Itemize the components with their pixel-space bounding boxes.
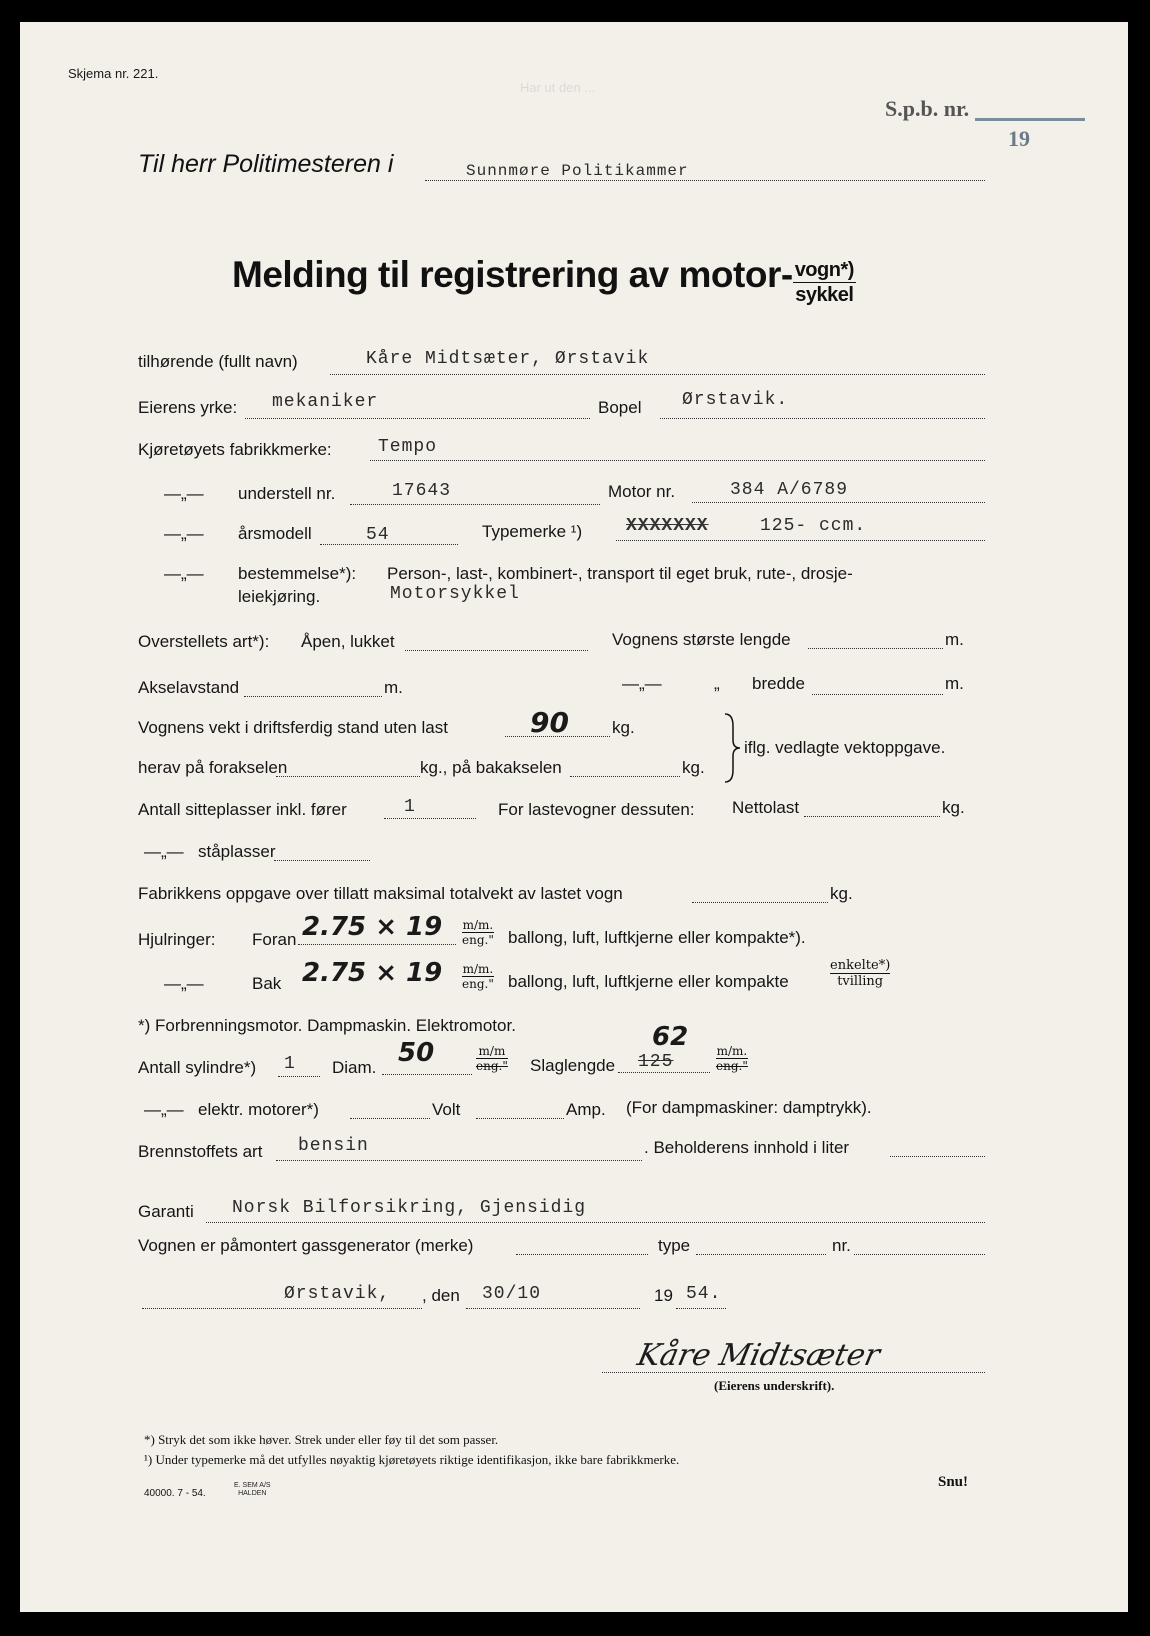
occupation-value: mekaniker (272, 392, 379, 412)
wheels-rear-value: 2.75 × 19 (302, 958, 443, 988)
type-line (616, 540, 985, 541)
date-den: , den (422, 1286, 460, 1305)
length-label: Vognens største lengde (612, 630, 791, 649)
model-year-ditto: —„— (164, 524, 204, 543)
form-page (20, 22, 1128, 1612)
axle-ditto2: „ (714, 674, 720, 693)
bopel-value: Ørstavik. (682, 390, 789, 410)
fuel-label: Brennstoffets art (138, 1142, 263, 1161)
motor-line (692, 502, 985, 503)
tank-label: . Beholderens innhold i liter (644, 1138, 850, 1157)
gas-line (516, 1254, 648, 1255)
rear-axle-line (570, 776, 680, 777)
axle-unit: m. (384, 678, 403, 697)
title-frac-bottom: sykkel (795, 284, 854, 306)
wheels-rear-types: ballong, luft, luftkjerne eller kompakte (508, 972, 789, 991)
engine-types: *) Forbrenningsmotor. Dampmaskin. Elektromotor. (138, 1016, 516, 1035)
owner-value: Kåre Midtsæter, Ørstavik (366, 349, 650, 369)
volt-label: Volt (432, 1100, 461, 1119)
stroke-label: Slaglengde (530, 1056, 616, 1075)
guarantee-line (206, 1222, 985, 1223)
printer-name: E. SEM A/S HALDEN (234, 1482, 271, 1497)
bleed-through-text: Har ut den ... (520, 80, 596, 95)
weight-label: Vognens vekt i driftsferdig stand uten last (138, 718, 448, 737)
net-load-label: Nettolast (732, 798, 800, 817)
electric-label: elektr. motorer*) (198, 1100, 319, 1119)
signature-caption: (Eierens underskrift). (714, 1378, 835, 1393)
gas-type-label: type (658, 1236, 691, 1255)
type-struck: XXXXXXX (626, 516, 709, 536)
footnote-2: ¹) Under typemerke må det utfylles nøyaktig kjøretøyets riktige identifikasjon, ikke bare fabrikkmerke. (144, 1452, 680, 1467)
cylinders-value: 1 (284, 1054, 296, 1074)
addressee-label: Til herr Politimesteren i (138, 150, 394, 178)
stroke-struck: 125 (638, 1052, 674, 1072)
model-year-line (320, 544, 458, 545)
wheels-front-value: 2.75 × 19 (302, 912, 443, 942)
make-label: Kjøretøyets fabrikkmerke: (138, 440, 332, 459)
max-weight-line (692, 902, 828, 903)
stroke-line (618, 1072, 710, 1073)
stroke-unit: m/m. eng." (716, 1044, 748, 1073)
cylinders-line (278, 1076, 320, 1077)
gas-label: Vognen er påmontert gassgenerator (merke) (138, 1236, 474, 1255)
amp-label: Amp. (566, 1100, 606, 1119)
type-value: 125- ccm. (760, 516, 867, 536)
electric-line (350, 1118, 430, 1119)
electric-ditto: —„— (144, 1100, 184, 1119)
wheels-rear-label: Bak (252, 974, 282, 993)
seats-line (384, 818, 476, 819)
wheels-front-line (298, 944, 456, 945)
steam-label: (For dampmaskiner: damptrykk). (626, 1098, 872, 1117)
turn-over: Snu! (938, 1474, 969, 1490)
wheels-rear-single-twin: enkelte*) tvilling (830, 958, 891, 989)
wheels-rear-unit: m/m. eng." (462, 962, 494, 991)
fuel-value: bensin (298, 1136, 369, 1156)
signature-line (602, 1372, 985, 1373)
bopel-line (660, 418, 985, 419)
length-unit: m. (945, 630, 964, 649)
wheels-front-types: ballong, luft, luftkjerne eller kompakte*). (508, 928, 806, 947)
gas-nr-label: nr. (832, 1236, 851, 1255)
addressee-value: Sunnmøre Politikammer (466, 162, 689, 180)
standing-label: ståplasser (198, 842, 276, 861)
wheels-front-unit: m/m. eng." (462, 918, 494, 947)
weight-unit: kg. (612, 718, 635, 737)
occupation-label: Eierens yrke: (138, 398, 238, 417)
model-year-value: 54 (366, 525, 390, 545)
purpose-value: Motorsykkel (390, 584, 520, 604)
make-value: Tempo (378, 437, 438, 457)
rear-axle-label: kg., på bakakselen (420, 758, 562, 777)
width-label: bredde (752, 674, 805, 693)
weight-value: 90 (530, 706, 569, 739)
front-axle-line (276, 776, 420, 777)
chassis-label: understell nr. (238, 484, 336, 503)
date-place: Ørstavik, (284, 1284, 391, 1304)
date-value: 30/10 (482, 1284, 542, 1304)
axle-label: Akselavstand (138, 678, 240, 697)
wheels-rear-ditto: —„— (164, 974, 204, 993)
type-label: Typemerke ¹) (482, 522, 583, 541)
length-line (808, 648, 943, 649)
volt-line (476, 1118, 564, 1119)
model-year-label: årsmodell (238, 524, 312, 543)
stroke-value: 62 (652, 1022, 689, 1052)
tank-line (890, 1156, 985, 1157)
purpose-options-2: leiekjøring. (238, 587, 321, 606)
spb-label: S.p.b. nr. (885, 96, 970, 121)
bopel-label: Bopel (598, 398, 642, 417)
wheels-label: Hjulringer: (138, 930, 216, 949)
truck-label: For lastevogner dessuten: (498, 800, 695, 819)
diam-line (382, 1074, 472, 1075)
weight-note: iflg. vedlagte vektoppgave. (744, 738, 946, 757)
diam-value: 50 (398, 1038, 435, 1068)
year-value: 54. (686, 1284, 722, 1304)
make-line (370, 460, 985, 461)
date-line (466, 1308, 640, 1309)
year-prefix: 19 (654, 1286, 673, 1305)
body-line (405, 650, 588, 651)
net-load-unit: kg. (942, 798, 965, 817)
wheels-front-label: Foran (252, 930, 297, 949)
body-label: Overstellets art*): (138, 632, 270, 651)
owner-label: tilhørende (fullt navn) (138, 352, 298, 371)
title-main: Melding til registrering av motor- (232, 254, 793, 295)
chassis-line (350, 504, 600, 505)
guarantee-label: Garanti (138, 1202, 194, 1221)
owner-signature: Kåre Midtsæter (634, 1338, 883, 1373)
schema-number: Skjema nr. 221. (68, 66, 159, 81)
net-load-line (804, 816, 940, 817)
purpose-options: Person-, last-, kombinert-, transport til eget bruk, rute-, drosje- (387, 564, 853, 583)
max-weight-unit: kg. (830, 884, 853, 903)
year-line (676, 1308, 726, 1309)
title-frac-top: vogn*) (794, 259, 854, 281)
place-line (142, 1308, 422, 1309)
standing-line (274, 860, 370, 861)
body-options: Åpen, lukket (301, 632, 395, 651)
purpose-ditto: —„— (164, 564, 204, 583)
width-line (812, 694, 943, 695)
chassis-ditto: —„— (164, 484, 204, 503)
occupation-line (245, 418, 590, 419)
axle-ditto: —„— (622, 674, 662, 693)
weight-brace (723, 712, 743, 784)
motor-value: 384 A/6789 (730, 480, 849, 500)
rear-axle-unit: kg. (682, 758, 705, 777)
seats-value: 1 (404, 797, 416, 817)
fuel-line (276, 1160, 642, 1161)
gas-nr-line (854, 1254, 985, 1255)
max-weight-label: Fabrikkens oppgave over tillatt maksimal totalvekt av lastet vogn (138, 884, 623, 903)
spb-line (975, 118, 1085, 121)
page-title (232, 254, 856, 307)
front-axle-label: herav på forakselen (138, 758, 288, 777)
guarantee-value: Norsk Bilforsikring, Gjensidig (232, 1198, 587, 1218)
owner-line (330, 374, 985, 375)
cylinders-label: Antall sylindre*) (138, 1058, 257, 1077)
diam-label: Diam. (332, 1058, 377, 1077)
weight-line (505, 736, 610, 737)
diam-unit: m/m eng." (476, 1044, 508, 1073)
seats-label: Antall sitteplasser inkl. fører (138, 800, 347, 819)
width-unit: m. (945, 674, 964, 693)
chassis-value: 17643 (392, 481, 452, 501)
spb-number: 19 (1008, 126, 1030, 151)
axle-line (244, 696, 382, 697)
addressee-line (425, 180, 985, 181)
purpose-label: bestemmelse*): (238, 564, 357, 583)
standing-ditto: —„— (144, 842, 184, 861)
footnote-1: *) Stryk det som ikke høver. Strek under eller føy til det som passer. (144, 1432, 499, 1447)
print-code: 40000. 7 - 54. (144, 1488, 206, 1499)
motor-label: Motor nr. (608, 482, 676, 501)
gas-type-line (696, 1254, 826, 1255)
